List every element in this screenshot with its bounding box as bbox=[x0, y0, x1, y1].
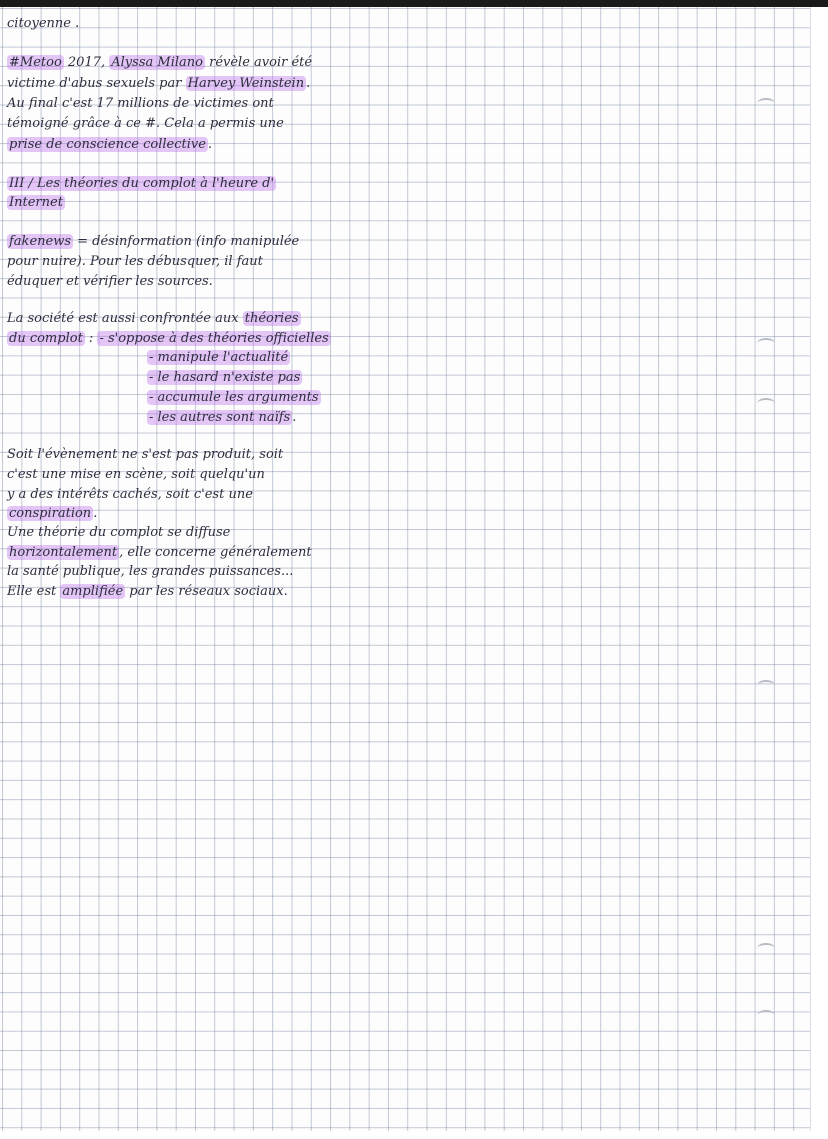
scan-bottom-edge bbox=[0, 1131, 828, 1139]
note-text: c'est une mise en scène, soit quelqu'un bbox=[7, 467, 265, 482]
note-line bbox=[7, 504, 97, 523]
note-text: = désinformation (info manipulée bbox=[73, 234, 300, 249]
note-line bbox=[7, 14, 79, 33]
highlighted-text: - accumule les arguments bbox=[149, 390, 319, 405]
highlighted-text: - s'oppose à des théories officielles bbox=[99, 331, 329, 346]
highlighted-text: conspiration bbox=[9, 506, 92, 521]
note-text: citoyenne . bbox=[7, 16, 80, 31]
highlighted-text: Alyssa Milano bbox=[111, 55, 203, 70]
note-text: : bbox=[84, 331, 98, 346]
note-text: . bbox=[292, 410, 297, 425]
note-text: Elle est bbox=[7, 584, 61, 599]
highlighted-text: Internet bbox=[9, 195, 63, 210]
note-line bbox=[7, 562, 293, 581]
note-line bbox=[147, 348, 290, 367]
note-text: . bbox=[207, 137, 213, 152]
note-text: . bbox=[93, 506, 98, 521]
note-line bbox=[7, 74, 310, 93]
binder-hole-mark bbox=[757, 398, 775, 409]
note-line bbox=[7, 465, 265, 484]
highlighted-text: - les autres sont naïfs bbox=[149, 410, 291, 425]
note-line bbox=[147, 408, 296, 427]
highlighted-text: - manipule l'actualité bbox=[149, 350, 289, 365]
note-text: . bbox=[306, 76, 311, 91]
note-line bbox=[147, 368, 302, 387]
note-text: Une théorie du complot se diffuse bbox=[7, 525, 231, 540]
note-line bbox=[7, 174, 276, 193]
note-text: victime d'abus sexuels par bbox=[7, 76, 186, 91]
highlighted-text: prise de conscience collective bbox=[9, 137, 206, 152]
note-text: La société est aussi confrontée aux bbox=[7, 311, 243, 326]
binder-hole-mark bbox=[757, 338, 775, 349]
note-text: témoigné grâce à ce #. Cela a permis une bbox=[7, 116, 284, 131]
note-line bbox=[7, 523, 230, 542]
highlighted-text: du complot bbox=[9, 331, 83, 346]
binder-hole-mark bbox=[757, 943, 775, 954]
note-line bbox=[7, 582, 288, 601]
note-text: éduquer et vérifier les sources. bbox=[7, 274, 213, 289]
note-line bbox=[7, 135, 212, 154]
scan-top-edge bbox=[0, 0, 828, 7]
binder-hole-mark bbox=[757, 1010, 775, 1021]
binder-hole-mark bbox=[757, 680, 775, 691]
note-text: pour nuire). Pour les débusquer, il faut bbox=[7, 254, 263, 269]
note-line bbox=[7, 193, 65, 212]
sheet-right-margin bbox=[810, 7, 828, 1139]
note-text: 2017, bbox=[63, 55, 110, 70]
highlighted-text: Harvey Weinstein bbox=[187, 76, 305, 91]
note-text: révèle avoir été bbox=[204, 55, 313, 70]
note-text: , elle concerne généralement bbox=[119, 545, 312, 560]
note-text: Soit l'évènement ne s'est pas produit, soit bbox=[7, 447, 284, 462]
highlighted-text: théories bbox=[244, 311, 299, 326]
note-line bbox=[7, 252, 263, 271]
note-line bbox=[7, 543, 312, 562]
highlighted-text: III / Les théories du complot à l'heure d' bbox=[9, 176, 275, 191]
note-line bbox=[7, 94, 274, 113]
note-text: la santé publique, les grandes puissances... bbox=[7, 564, 294, 579]
note-line bbox=[7, 309, 301, 328]
note-line bbox=[7, 272, 213, 291]
binder-hole-mark bbox=[757, 98, 775, 109]
note-line bbox=[7, 114, 284, 133]
note-line bbox=[7, 485, 253, 504]
note-line bbox=[147, 388, 321, 407]
note-line bbox=[7, 329, 331, 348]
highlighted-text: amplifiée bbox=[62, 584, 124, 599]
note-line bbox=[7, 53, 312, 72]
highlighted-text: horizontalement bbox=[9, 545, 118, 560]
highlighted-text: #Metoo bbox=[9, 55, 62, 70]
note-line bbox=[7, 445, 283, 464]
note-text: Au final c'est 17 millions de victimes ont bbox=[7, 96, 274, 111]
note-line bbox=[7, 232, 299, 251]
note-text: par les réseaux sociaux. bbox=[125, 584, 288, 599]
note-text: y a des intérêts cachés, soit c'est une bbox=[7, 487, 253, 502]
highlighted-text: fakenews bbox=[9, 234, 71, 249]
highlighted-text: - le hasard n'existe pas bbox=[149, 370, 301, 385]
